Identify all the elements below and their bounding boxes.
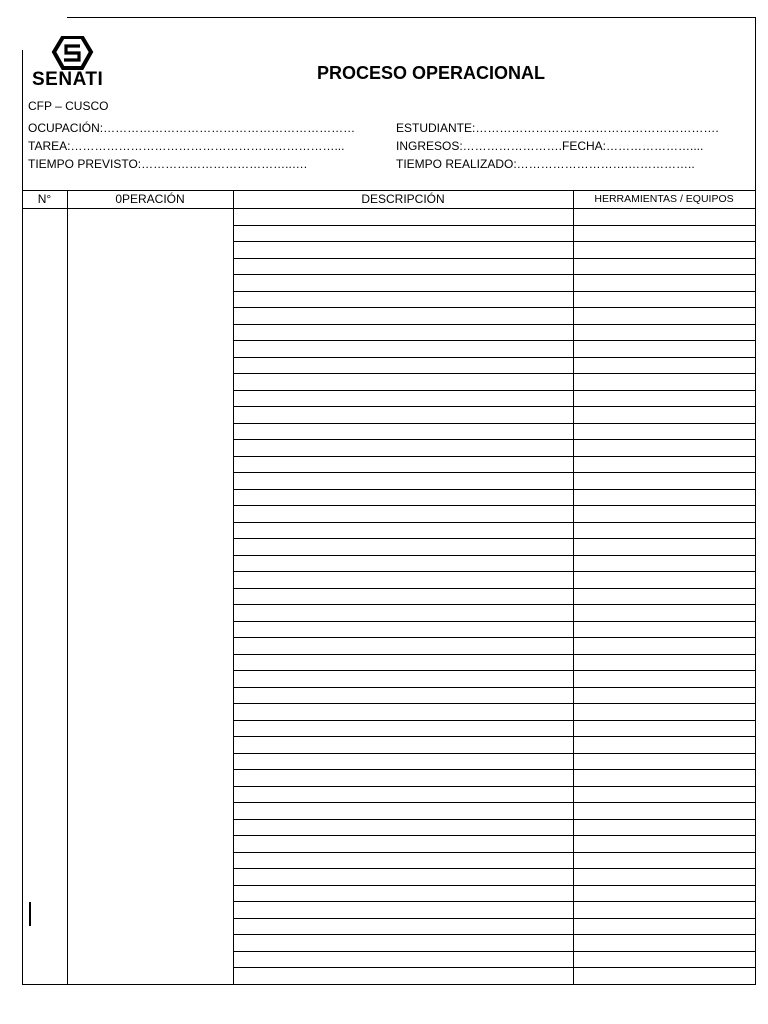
table-row — [233, 588, 756, 589]
table-row — [233, 258, 756, 259]
table-row — [233, 291, 756, 292]
table-row — [233, 406, 756, 407]
table-row — [233, 274, 756, 275]
ingresos-fecha-field: INGRESOS:…………………….FECHA:………………….... — [396, 139, 704, 153]
table-row — [233, 456, 756, 457]
table-row — [233, 819, 756, 820]
table-row — [233, 340, 756, 341]
table-row — [233, 720, 756, 721]
table-row — [233, 687, 756, 688]
page-title: PROCESO OPERACIONAL — [317, 63, 546, 83]
table-row — [233, 852, 756, 853]
tiempo-realizado-field: TIEMPO REALIZADO:……………………….…………….. — [396, 157, 695, 171]
table-row — [233, 439, 756, 440]
table-row — [233, 934, 756, 935]
col-header-descripcion: DESCRIPCIÓN — [361, 192, 445, 206]
ocupacion-field: OCUPACIÓN:……………………………………………………… — [28, 121, 356, 135]
table-row — [233, 604, 756, 605]
tarea-field: TAREA:…………………………………………………………... — [28, 139, 345, 153]
table-row — [233, 802, 756, 803]
col-sep-1 — [67, 190, 68, 985]
table-row — [233, 324, 756, 325]
table-row — [233, 901, 756, 902]
table-header-bottom-line — [22, 208, 756, 209]
center-label: CFP – CUSCO — [28, 99, 109, 113]
tiempo-previsto-field: TIEMPO PREVISTO:………………………………..…. — [28, 157, 308, 171]
table-row — [233, 703, 756, 704]
table-row — [233, 786, 756, 787]
table-row — [233, 951, 756, 952]
table-row — [233, 637, 756, 638]
table-row — [233, 390, 756, 391]
table-row — [233, 835, 756, 836]
col-header-number: N° — [37, 192, 52, 206]
table-row — [233, 967, 756, 968]
table-row — [233, 753, 756, 754]
logo-text: SENATI — [32, 69, 104, 90]
table-row — [233, 868, 756, 869]
table-row — [233, 736, 756, 737]
estudiante-field: ESTUDIANTE:……………………………………………………. — [396, 121, 719, 135]
table-row — [233, 357, 756, 358]
table-row — [233, 307, 756, 308]
table-bottom-line — [22, 984, 756, 985]
table-row — [233, 555, 756, 556]
table-row — [233, 538, 756, 539]
table-top-line — [22, 190, 756, 191]
table-row — [233, 522, 756, 523]
table-row — [233, 373, 756, 374]
table-row — [233, 423, 756, 424]
col-header-herramientas: HERRAMIENTAS / EQUIPOS — [594, 193, 734, 205]
table-row — [233, 621, 756, 622]
table-row — [233, 918, 756, 919]
table-row — [233, 241, 756, 242]
table-row — [233, 885, 756, 886]
table-row — [233, 571, 756, 572]
col-header-operacion: 0PERACIÓN — [115, 192, 185, 206]
table-row — [233, 654, 756, 655]
table-row — [233, 472, 756, 473]
table-row — [233, 505, 756, 506]
table-row — [233, 225, 756, 226]
table-row — [233, 670, 756, 671]
table-row — [233, 769, 756, 770]
table-row — [233, 489, 756, 490]
